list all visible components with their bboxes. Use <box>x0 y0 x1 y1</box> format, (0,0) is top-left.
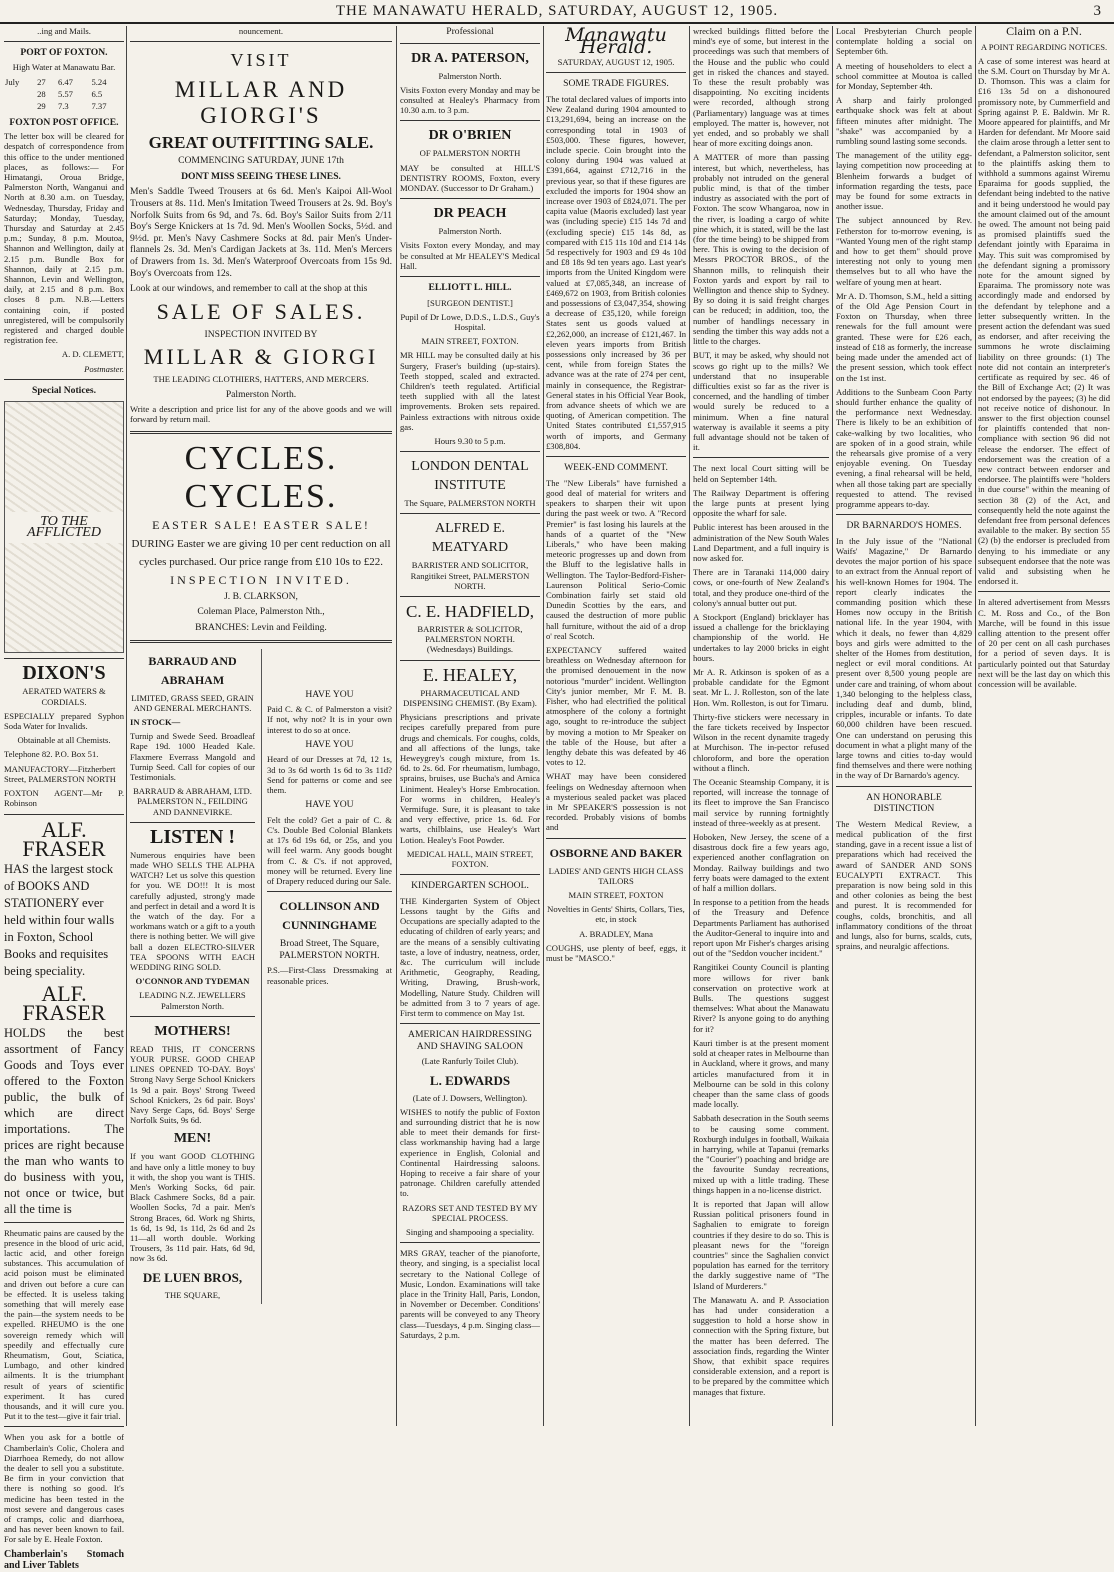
sunbeam-note: Additions to the Sunbeam Coon Party should further enhance the quality of the performance next Wednesday. There is likely to be an exhibition of cake-walking by two localities, who are spoken of in a good strain, while the rehearsals give promise of a very enjoyable evening. On Tuesday evening, a final rehearsal will be held, when all those taking part are specially requested to attend. The revised programme appears to-day. <box>836 386 972 509</box>
column-6 <box>836 26 972 1426</box>
egg-note: The management of the utility egg-laying competition now proceeding at Blenheim forwards a budget of information regarding the tests, pace may be found for some extracts in another issue. <box>836 150 972 212</box>
paterson-place: Palmerston North. <box>438 70 502 81</box>
honorable-text: The Western Medical Review, a medical publication of the first standing, gave in a recent issue a list of preparations which had received the award of SANDER AND SONS EUCALYPTI EXTRACT. This preparation is now being sold in this and other colonies as being the best and purest. It is recommended for coughs, colds, bronchitis, and all inflammatory conditions of the throat and lungs, also for burns, scalds, cuts, sprains, and neuralgic affections. <box>836 818 972 952</box>
chamberlain-advert: When you ask for a bottle of Chamberlain's Colic, Cholera and Diarrhoea Remedy, do not allow the dealer to sell you a substitute. Be firm in your conviction that there is nothing so good. It's medicine has been tested in the most severe and dangerous cases of cramps, colic and diarrhoea, and has never been known to fail. For sale by E. Heale Foxton. <box>4 1432 124 1545</box>
commencing-date: COMMENCING SATURDAY, JUNE 17th <box>178 155 344 167</box>
have-you-text-2: Heard of our Dresses at 7d, 12 1s, 3d to 3s 6d worth 1s 6d to 3s 11d? Send for patterns or come and see them. <box>267 754 392 795</box>
presbyterian-note: Local Presbyterian Church people contemplate holding a social on September 6th. <box>836 26 972 57</box>
dixons-text: ESPECIALLY prepared Syphon Soda Water for Invalids. <box>4 710 124 732</box>
postmaster-role: Postmaster. <box>84 363 124 374</box>
branches: BRANCHES: Levin and Feilding. <box>195 621 327 633</box>
column-5 <box>693 26 829 1426</box>
kauri-note: Kauri timber is at the present moment sold at cheaper rates in Melbourne than in Auckland, where it grows, and many articles manufactured from it in Melbourne can be sold in this colony cheaper than the same class of goods made locally. <box>693 1037 829 1110</box>
honorable-title: AN HONORABLE DISTINCTION <box>866 791 942 815</box>
fraser-text-2: HOLDS the best assortment of Fancy Goods and Toys ever offered to the Foxton public, the bulk of which are direct importations. The prices are right because the man who wants to do business with you, not once or twice, but all the time is <box>4 1025 124 1216</box>
table-row: 29 7.3 7.37 <box>37 101 107 112</box>
sale-lines: Men's Saddle Tweed Trousers at 6s 6d. Men's Kaipoi All-Wool Trousers at 8s. 11d. Men's Imitation Tweed Trousers at 2s. 9d. Boy's Norfolk Suits from 6s 9d, and 7s. 6d. Boy's Sailor Suits from 2/11 Boy's Serge Knickers at 1s 7d. 9d. Men's Woollen Socks, 5½d. and 9½d. pr. Men's Navy Cashmere Socks at 8d. pair Men's Under-flannels 2s. 3d. Men's Cardigan Jackets at 3s. 11d. Men's Mercers of Drawers from 1s. 3d. Men's Waterproof Overcoats from 15s 9d. Boy's Overcoats from 12s. <box>130 186 392 279</box>
hadfield-sub: BARRISTER & SOLICITOR, PALMERSTON NORTH. (Wednesdays) Buildings. <box>417 624 523 655</box>
railway-note: The Railway Department is offering the large punts at present lying opposite the wharf for sale. <box>693 487 829 519</box>
healey-sub: PHARMACEUTICAL AND DISPENSING CHEMIST. (By Exam). <box>403 687 537 708</box>
mothers-text: READ THIS, IT CONCERNS YOUR PURSE. GOOD CHEAP LINES OPENED TO-DAY. Boys' Strong Navy Serge School Knickers 1s 9d a pair. Boys' Strong Tweed School Knickers, 2s 6d pair. Boys' Navy Serge Caps, 6d. Boys' Serge Norfolk Suits, 9s 6d. <box>130 1043 255 1126</box>
barnardo-text: In the July issue of the "National Waifs' Magazine," Dr Barnardo devotes the major portion of his space to an extract from the Annual report of his well-known Homes for 1904. The report clearly indicates the commanding position which these Homes now occupy in the British national life. In the year 1904, with which it deals, no fewer than 4,829 boys and girls were admitted to the shelter of the Homes from destitution, neglect or evil moral conditions. At present over 8,500 young people are under care and training, of whom about 1,340 belonging to the helpless class, including deaf and dumb, blind, cripples, incurable or infants. To date 60,000 children have been rescued. One can understand on perusing this document in what a plight many of the large towns and cities to-day would find themselves and there were nothing in the way of Dr Barnardo's agency. <box>836 535 972 781</box>
oconnor-title: O'CONNOR AND TYDEMAN <box>135 976 250 987</box>
cough-note: COUGHS, use plenty of beef, eggs, it must be "MASCO." <box>546 942 686 964</box>
barraud-title: BARRAUD AND ABRAHAM <box>148 653 237 687</box>
chamberlain-tablets: Chamberlain's Stomach and Liver Tablets <box>4 1548 124 1572</box>
announcement-head: nouncement. <box>238 26 284 36</box>
column-3 <box>400 26 540 1426</box>
obrien-text: MAY be consulted at HILL'S DENTISTRY ROOMS, Foxton, every MONDAY. (Successor to Dr Graham.) <box>400 162 540 194</box>
column-rule <box>396 26 397 1426</box>
post-office-title: FOXTON POST OFFICE. <box>9 116 119 128</box>
column-rule <box>126 26 127 1426</box>
tide-title: High Water at Manawatu Bar. <box>12 61 116 72</box>
edwards-title: L. EDWARDS <box>429 1072 511 1088</box>
dixons-title: DIXON'S <box>22 662 106 685</box>
japan-note: It is reported that Japan will allow Russian political prisoners found in Saghalien to emigrate to foreign countries if they desire to do so. This is pleasant news for the "foreign countries" since the Saghalien convict population has earned for the territory the darkly suggestive name of "The Island of Murderers." <box>693 1198 829 1291</box>
elliott-sub: [SURGEON DENTIST.] <box>427 297 513 308</box>
column-rule <box>689 26 690 1426</box>
column-7 <box>978 26 1110 1426</box>
column-rule <box>975 26 976 1426</box>
easter-text: DURING Easter we are giving 10 per cent reduction on all cycles purchased. Our price range from £10 10s to £22. <box>131 538 391 569</box>
fetherston-note: The subject announced by Rev. Fetherston for to-morrow evening, is "Wanted Young men of the right stamp and how to get them" should prove interesting not only to young men themselves but to all who have the welfare of young men at heart. <box>836 215 972 287</box>
barraud-foot: BARRAUD & ABRAHAM, LTD. PALMERSTON N., FEILDING AND DANNEVIRKE. <box>133 786 252 817</box>
elliott-pupil: Pupil of Dr Lowe, D.D.S., L.D.S., Guy's Hospital. <box>400 311 540 333</box>
men-text: If you want GOOD CLOTHING and have only a little money to buy it with, the shop you want is THIS. Men's Working Socks, 6d pair. Black Cashmere Socks, 8d a pair. Woollen Socks, 7d a pair. Men's Strong Braces, 6d. Work ng Shirts, 1s 6d, 1s 9d, 1s 11d, 2s 6d and 2s 11—all worth double. Working Trousers, 3s 11d pair. Hats, 6d 9d, now 3s 6d. <box>130 1151 255 1264</box>
tide-table <box>4 76 124 113</box>
timber-matter: A MATTER of more than passing interest, but which, nevertheless, has probably not intruded on the general public mind, is that of the timber industry as associated with the port of Foxton. The scow Whangaroa, now in the river, is loading a cargo of white pine which, it is stated, will be the last (for the time being) to be shipped from here. This is owing to the decision of Messrs PROCTOR BROS., of the Shannon mills, to relinquish their Foxton yards and export by rail to Wellington and thence ship to Sydney. By so doing it is said freight charges can be reduced; in addition, too, the number of handlings necessary in sending the timber this way adds not a little to the charges. <box>693 152 829 347</box>
have-you-text-1: Paid C. & C. of Palmerston a visit? If not, why not? It is in your own interest to do so at once. <box>267 704 392 735</box>
herald-date: SATURDAY, AUGUST 12, 1905. <box>557 57 675 68</box>
have-you-3: HAVE YOU <box>305 799 354 811</box>
dixons-chemists: Obtainable at all Chemists. <box>17 735 111 746</box>
razors-note: RAZORS SET AND TESTED BY MY SPECIAL PROCESS. <box>402 1202 538 1223</box>
hairdressing-sub: (Late Ranfurly Toilet Club). <box>421 1056 519 1067</box>
shipping-heading: ..ing and Mails. <box>37 26 91 36</box>
listen-text: Numerous enquiries have been made WHO SELLS THE ALPHA WATCH? Let us solve this question for you. WE DO!!! It is most carefully adjusted, strong'y made and perfect in detail and a word It is the watch of the day. For a workmans watch or a gift to a youth there is nothing better. We will give ball a dozen ELECTRO-SILVER TEA SPOONS WITH EACH WEDDING RING SOLD. <box>130 849 255 972</box>
response-note: In response to a petition from the heads of the Treasury and Defence Departments Parliament has authorised the Auditor-General to inquire into and report upon Mr Fisher's charges arising out of the "Seddon voucher incident." <box>693 897 829 959</box>
meatyard-sub: BARRISTER AND SOLICITOR, Rangitikei Street, PALMERSTON NORTH. <box>410 560 530 591</box>
shampoo-note: Singing and shampooing a speciality. <box>405 1227 535 1237</box>
herald-nameplate: Manawatu Herald. <box>565 24 667 58</box>
elliott-address: MAIN STREET, FOXTON. <box>421 336 519 347</box>
london-address: The Square, PALMERSTON NORTH <box>404 498 536 509</box>
fraser-title-2: ALF. FRASER <box>22 980 106 1025</box>
inspection-invited-2: INSPECTION INVITED. <box>170 573 352 588</box>
collinson-ps: P.S.—First-Class Dressmaking at reasonable prices. <box>267 965 392 986</box>
obrien-name: DR O'BRIEN <box>428 128 512 144</box>
weekend-text: The "New Liberals" have furnished a good deal of material for writers and speakers to sharpen their wit upon during the past week or two. A "Record Premier" is fast losing his laurels at the hands of a quartet of the "New Liberals," who have been making meteoric progresses up and down from the Bluff to the legislative halls in Wellington. The Taylor-Bedford-Fisher-Laurenson Political Serio-Comic Combination fairly set staid old Dunedin Scotties by the ears, and caused the destruction of more public hall furniture, without the aid of a drop o' real Scotch. <box>546 477 686 641</box>
hoboken-note: Hoboken, New Jersey, the scene of a disastrous dock fire a few years ago, experienced another conflagration on Monday. Railway buildings and two ferry boats were damaged to the extent of half a million dollars. <box>693 832 829 894</box>
stock-list: Turnip and Swede Seed. Broadleaf Rape 19d. 1000 Headed Kale. Flaxmere Everrass Mangold and Turnip Seed. Call for copies of our Testimonials. <box>130 731 255 782</box>
elliott-name: ELLIOTT L. HILL. <box>428 282 512 294</box>
millar-giorgi-sign: MILLAR & GIORGI <box>143 344 379 370</box>
special-notices-title: Special Notices. <box>32 384 96 396</box>
column-rule <box>543 26 544 1426</box>
collinson-title: COLLINSON AND CUNNINGHAME <box>279 899 380 933</box>
paterson-text: Visits Foxton every Monday and may be consulted at Healey's Pharmacy from 10.30 a.m. to 3 p.m. <box>400 84 540 116</box>
continued-text: wrecked buildings flitted before the mind's eye of some, but interest in the proceedings was such that members of the House and the public who could get in risked the chances and stayed. To these the result probably was disappointing. No exciting incidents were recorded, although strong (Parliamentary) language was at times employed. The matter is, however, not yet ended, and so probably we shall hear of more exciting doings anon. <box>693 26 829 149</box>
clarkson-name: J. B. CLARKSON, <box>224 590 298 602</box>
post-office-text: The letter box will be cleared for despatch of correspondence from this office to the under mentioned places, as follows:— For Himatangi, Oroua Bridge, Palmerston North, Wanganui and North at 8.30 a.m. on Tuesday, Wednesday, Thursday, Friday and Saturday; Monday, Tuesday, Thursday and Saturday at 2.45 p.m.; Sunday, 8 p.m. Moutoa, Shannon and Wellington, daily at 2.15 p.m. Bundle Box for Shannon, daily at 2.15 p.m. Shannon, Levin and Wellington, daily, at 2.15 and 8 p.m. Box closes 8 p.m. N.B.—Letters containing coin, if posted unregistered, will be compulsorily registered and charged double registration fee. <box>4 131 124 346</box>
table-row: 28 5.57 6.5 <box>37 89 103 100</box>
peach-place: Palmerston North. <box>438 226 502 237</box>
column-4 <box>546 26 686 1426</box>
men-title: MEN! <box>173 1131 212 1147</box>
collinson-address: Broad Street, The Square, PALMERSTON NORTH. <box>279 938 380 961</box>
fraser-title-1: ALF. FRASER <box>22 816 106 861</box>
mg-sub: THE LEADING CLOTHIERS, HATTERS, AND MERCERS. <box>153 374 369 385</box>
osborne-title: OSBORNE AND BAKER <box>549 845 683 860</box>
masthead-title: THE MANAWATU HERALD, SATURDAY, AUGUST 12, 1905. <box>335 3 779 19</box>
osborne-sub: LADIES' AND GENTS HIGH CLASS TAILORS <box>548 865 684 886</box>
edwards-text: WISHES to notify the public of Foxton and surrounding district that he is now able to meet their demands for first-class workmanship having had a large experience in English, Colonial and Continental Hairdressing saloons. Hoping to receive a fair share of your patronage. Children carefully attended to. <box>400 1106 540 1199</box>
have-you-2: HAVE YOU <box>305 738 354 750</box>
stock-head: IN STOCK— <box>130 716 181 727</box>
deluen-address: THE SQUARE, <box>164 1289 221 1300</box>
fraser-text-1: HAS the largest stock of BOOKS AND STATIONERY ever held within four walls in Foxton, School Books and requisites being speciality. <box>4 861 115 978</box>
hadfield-title: C. E. HADFIELD, <box>406 602 534 622</box>
visit-head: VISIT <box>230 50 292 71</box>
professional-head: Professional <box>446 26 494 37</box>
atkinson-note: Mr A. R. Atkinson is spoken of as a probable candidate for the Egmont seat. Mr L. J. Rolleston, son of the late Hon. Wm. Rolleston, is out for Timaru. <box>693 666 829 708</box>
have-you-1: HAVE YOU <box>305 688 354 700</box>
ap-association-note: The Manawatu A. and P. Association has had under consideration a suggestion to hold a horse show in connection with the Spring fixture, but the matter has been deferred. The association finds, regarding the Winter Show, that exhibit space requires considerable extension, and a report is to be prepared by the committee which manages that fixture. <box>693 1294 829 1397</box>
millar-giorgi-title: MILLAR AND GIORGI'S <box>174 77 348 129</box>
expectancy-text: EXPECTANCY suffered waited breathless on Wednesday afternoon for the promised denouement in the now notorious "murder" incident. Wellington City's junior member, Mr F. M. B. Fisher, who had electrified the political atmosphere of the colony a fortnight ago, sought to re-introduce the subject by moving a motion to Mr Speaker on the table of the House, but after a lengthy debate this was defeated by 46 votes to 12. <box>546 644 686 768</box>
outfitting-sale: GREAT OUTFITTING SALE. <box>148 133 374 153</box>
hairdressing-title: AMERICAN HAIRDRESSING AND SHAVING SALOON <box>408 1029 532 1052</box>
inspection-invited: INSPECTION INVITED BY <box>204 328 318 340</box>
dixons-sub: AERATED WATERS & CORDIALS. <box>22 686 106 707</box>
weekend-title: WEEK-END COMMENT. <box>564 462 668 474</box>
stockport-note: A Stockport (England) bricklayer has issued a challenge for the bricklaying championship of the world. He undertakes to lay 2000 bricks in eight hours. <box>693 611 829 663</box>
have-you-text-3: Felt the cold? Get a pair of C. & C's. Double Bed Colonial Blankets at 17s 6d 19s 6d, or 25s, and you will feel warm. Any goods bought from C. & C's. if not approved, money will be returned. Every line of Drapery reduced during our Sale. <box>267 814 392 886</box>
dixons-address: MANUFACTORY—Fitzherbert Street, PALMERSTON NORTH <box>4 763 116 784</box>
osborne-address: MAIN STREET, FOXTON <box>568 890 664 900</box>
column-2 <box>130 26 392 1426</box>
edwards-sub: (Late of J. Dowsers, Wellington). <box>412 1092 528 1103</box>
claim-text: A case of some interest was heard at the S.M. Court on Thursday by Mr A. D. Thomson. This was a claim for £16 13s 5d on a dishonoured promissory note, by Cummerfield and Spring against P. E. Baldwin. Mr R. Moore appeared for plaintiffs, and Mr Harden for defendant. Mr Moore said the claim arose through a letter sent to defendant, a Palmerston solicitor, sent to the plaintiffs asking them to withhold a summons against Wiremu Eparaima for goods supplied, the defendant being indebted to the native and it being understood he would pay the amount claimed out of the amount he owed. The amount not being paid as promised plaintiffs sued the defendant jointly with Eparaima in May. This suit was compromised by the defendant signing a promissory note for the amount signed by Eparaima. The promissory note was accordingly made and endorsed by the defendant by telephone and a letter subsequently written. In the present action the defendant was sued as endorser, and after receiving the summons he wrote disclaiming liability on three grounds: (1) The note did not contain an interpreter's certificate as required by sec. 46 of the Bill of Exchange Act; (2) It was not endorsed by the payees; (3) he did not receive notice of dishonour. In answer to the first objection counsel for plaintiffs contended that non-compliance with section 96 did not release the endorser. The effect of endorsement was the creation of a new contract between endorser and endorsee. The plaintiffs were "holders in due course" within the meaning of section 38 (2) of the Act, and consequently held the note against the defendant free from personal defences available to the maker. By section 55 (2) (b) the endorser is precluded from denying to his immediate or any subsequent endorsee that the note was valid and subsisting when he endorsed it. <box>978 55 1110 587</box>
trade-title: SOME TRADE FIGURES. <box>563 78 669 90</box>
nsw-land-note: Public interest has been aroused in the administration of the New South Wales Land Department, and a full inquiry is now asked for. <box>693 522 829 563</box>
bon-marche-note: In altered advertisement from Messrs C. M. Ross and Co., of the Bon Marche, will be found in this issue calling attention to the present offer of 20 per cent on all cash purchases for a period of seven days. It is particularly pointed out that Saturday next will be the last day on which this concession will be available. <box>978 597 1110 689</box>
medical-hall: MEDICAL HALL, MAIN STREET, FOXTON. <box>406 848 534 869</box>
windows-note: Look at our windows, and remember to call at the shop at this <box>130 283 368 295</box>
but-it-text: BUT, it may be asked, why should not scows go right up to the mills? We understand that no insuperable difficulties exist so far as the river is concerned, and the handling of timber would surely be reduced to a minimum. When a fine natural waterway is available it seems a pity full advantage should not be taken of it. <box>693 350 829 453</box>
kindergarten-text: THE Kindergarten System of Object Lessons taught by the Gifts and Occupations are specially adapted to the educating of children of early years; and are the means of a sensibly cultivating taste, a love of industry, neatness, order, &c. The curriculum will include Arithmetic, Geography, Reading, Writing, Drawing, Brush-work, Modelling, Nature Study. Children will be admitted from 3 to 7 years of age. First term to commence on May 1st. <box>400 895 540 1018</box>
healey-text: Physicians prescriptions and private recipes carefully prepared from pure drugs and chemicals. For coughs, colds, and all affections of the lungs, take Heweygrey's cough mixture, from 1s. 6d. to 2s. 6d. For rheumatism, lumbago, sprains, bruises, use Bucha's and Arnica Liniment. Healey's Horse Embrocation. For worms in children, Healey's Vermifuge. Sure, it is pleasant to take and very effective, price 1s. 6d. For warts, chilblains, use Healey's Wart Lotion. Healey's Foot Powder. <box>400 712 540 845</box>
london-dental-title: LONDON DENTAL INSTITUTE <box>411 459 529 494</box>
cycles-title: CYCLES. CYCLES. <box>184 439 338 515</box>
column-1 <box>4 26 124 1572</box>
osborne-novelties: Novelties in Gents' Shirts, Collars, Ties, etc, in stock <box>547 904 685 925</box>
claim-sub: A POINT REGARDING NOTICES. <box>980 41 1108 52</box>
sale-of-sales: SALE OF SALES. <box>156 298 366 324</box>
oconnor-sub: LEADING N.Z. JEWELLERS Palmerston North. <box>139 990 246 1011</box>
paterson-name: DR A. PATERSON, <box>411 50 529 66</box>
peach-name: DR PEACH <box>433 206 507 222</box>
taranaki-note: There are in Taranaki 114,000 dairy cows, or one-fourth of New Zealand's total, and they produce one-third of the colony's annual butter out put. <box>693 567 829 608</box>
barraud-sub: LIMITED, GRASS SEED, GRAIN AND GENERAL MERCHANTS. <box>131 692 254 713</box>
barnardo-title: DR BARNARDO'S HOMES. <box>846 520 962 532</box>
peach-text: Visits Foxton every Monday, and may be consulted at Mr HEALEY'S Medical Hall. <box>400 240 540 271</box>
clarkson-address: Coleman Place, Palmerston Nth., <box>197 606 325 618</box>
healey-title: E. HEALEY, <box>422 664 518 685</box>
sabbath-note: Sabbath desecration in the South seems to be causing some comment. Roxburgh indulges in football, Waikaia in harrying, while at Tapanui (remarks the "Courier") poaching and bridge are the favourite Sunday recreations, mixed up with a little trading. These things happen in a no-license district. <box>693 1113 829 1195</box>
illustrated-advertisement: TO THE AFFLICTED <box>4 401 124 653</box>
column-rule <box>832 26 833 1426</box>
meeting-note: A meeting of householders to elect a school committee at Moutoa is called for Monday, September 4th. <box>836 60 972 92</box>
mg-place: Palmerston North. <box>225 388 297 400</box>
thirty-note: Thirty-five stickers were necessary in the fare tickets received by Inspector Wilson in the recent dynamite tragedy at Murchison. The in-pector refused chloroform, and bore the operation without a flinch. <box>693 711 829 773</box>
deluen-title: DE LUEN BROS, <box>142 1269 243 1285</box>
port-title: PORT OF FOXTON. <box>20 47 108 59</box>
table-row: July 27 6.47 5.24 <box>5 77 107 87</box>
thomson-note: Mr A. D. Thomson, S.M., held a sitting of the Old Age Pension Court in Foxton on Thursday, when three renewals for the full amount were granted. These were for £26 each, instead of £18 as formerly, the increase being made under the amended act of the present session, which took effect on the 1st inst. <box>836 290 972 383</box>
what-may-text: WHAT may have been considered feelings on Wednesday afternoon when a mysterious sealed packet was placed in Mr SPEAKER'S possession is not recorded. Probably visions of bombs and <box>546 771 686 833</box>
rheumo-advert: Rheumatic pains are caused by the presence in the blood of uric acid, lactic acid, and other foreign substances. This accumulation of acid poison must be eliminated and driven out before a cure can be effected. It is useless taking something that will merely ease the pain—the system needs to be expelled. RHEUMO is the one sovereign remedy which will speedily and effectually cure Rheumatism, Gout, Sciatica, Lumbago, and other kindred ailments. It is the triumphant result of years of scientific experiment. It has cured thousands, and it will cure you. Put it to the test—give it fair trial. <box>4 1227 124 1422</box>
masthead <box>0 0 1114 24</box>
page-number: 3 <box>1093 3 1102 19</box>
mothers-title: MOTHERS! <box>154 1023 231 1039</box>
obrien-place: OF PALMERSTON NORTH <box>419 148 521 159</box>
meatyard-title: ALFRED E. MEATYARD <box>431 521 509 556</box>
osborne-sign: A. BRADLEY, Mana <box>579 928 653 939</box>
trade-text: The total declared values of imports into New Zealand during 1904 amounted to £13,291,694, being an increase on the corresponding total in 1903 of £503,000. These figures, however, include specie. Coin brought into the colony during 1904 was valued at £391,664, against £712,716 in the previous year, so that if these figures are excluded the imports for 1904 show an increase over 1903 of £824,071. The per capita value (Maoris excluded) last year was (including specie) £15 14s 7d and (excluding specie) £15 14s 8d, as compared with £15 11s 10d and £14 14s 5d respectively for 1903 and £9 4s 10d and £8 18s 9d ten years ago. Last year's imports from the United Kingdom were valued at £7,085,348, an increase of £469,672 on 1903, from British colonies and possessions of £3,047,354, showing a decrease of £35,120, while foreign States sent us goods valued at £2,262,000, an increase of £121,467. In eleven years imports from British possessions only increased by 36 per cent, while from foreign States the advance was at the rate of 274 per cent, mainly in consequence, the Registrar-General states in his Official Year Book, from advance sheets of which we are quoting, of American competition. The United States contributed £1,557,915 worth of imports, and Germany £308,804. <box>546 93 686 451</box>
gray-text: MRS GRAY, teacher of the pianoforte, theory, and singing, is a specialist local secretary to the National College of Music, London. Examinations will take place in the Trinity Hall, Paris, London, in November or December. Conditions' parents will be conveyed to any Theory class—Tuesdays, 4 p.m. Singing class—Saturdays, 2 p.m. <box>400 1248 540 1340</box>
claim-title: Claim on a P.N. <box>1006 24 1082 38</box>
rangitikei-note: Rangitikei County Council is planting more willows for river bank conservation on protective work at Bulls. The questions suggest themselves: What about the Manawatu River? Is anyone going to do anything for it? <box>693 962 829 1034</box>
postmaster-sign: A. D. CLEMETT, <box>61 349 124 360</box>
dixons-telephone: Telephone 82. P.O. Box 51. <box>4 749 99 760</box>
listen-title: LISTEN ! <box>149 825 236 848</box>
elliott-hours: Hours 9.30 to 5 p.m. <box>434 436 506 447</box>
court-note: The next local Court sitting will be held on September 14th. <box>693 463 829 484</box>
oceanic-note: The Oceanic Steamship Company, it is reported, will increase the tonnage of its fleet to improve the San Francisco mail service by running fortnightly instead of three-weekly as at present. <box>693 777 829 828</box>
kindergarten-title: KINDERGARTEN SCHOOL. <box>411 880 529 892</box>
dont-miss: DONT MISS SEEING THESE LINES. <box>181 170 341 182</box>
elliott-text: MR HILL may be consulted daily at his Surgery, Fraser's building (up-stairs). Teeth stopped, scaled and extracted. Children's teeth regulated. Artificial teeth supplied with all the latest improvements. Broken sets repaired. Painless extractions with nitrous oxide gas. <box>400 350 540 432</box>
earthquake-note: A sharp and fairly prolonged earthquake shock was felt at about fifteen minutes after midnight. The "shake" was accompanied by a rumbling sound lasting some seconds. <box>836 95 972 147</box>
dixons-agent: FOXTON AGENT—Mr P. Robinson <box>4 788 124 809</box>
easter-sale: EASTER SALE! EASTER SALE! <box>152 517 370 532</box>
write-note: Write a description and price list for any of the above goods and we will forward by return mail. <box>130 404 392 425</box>
